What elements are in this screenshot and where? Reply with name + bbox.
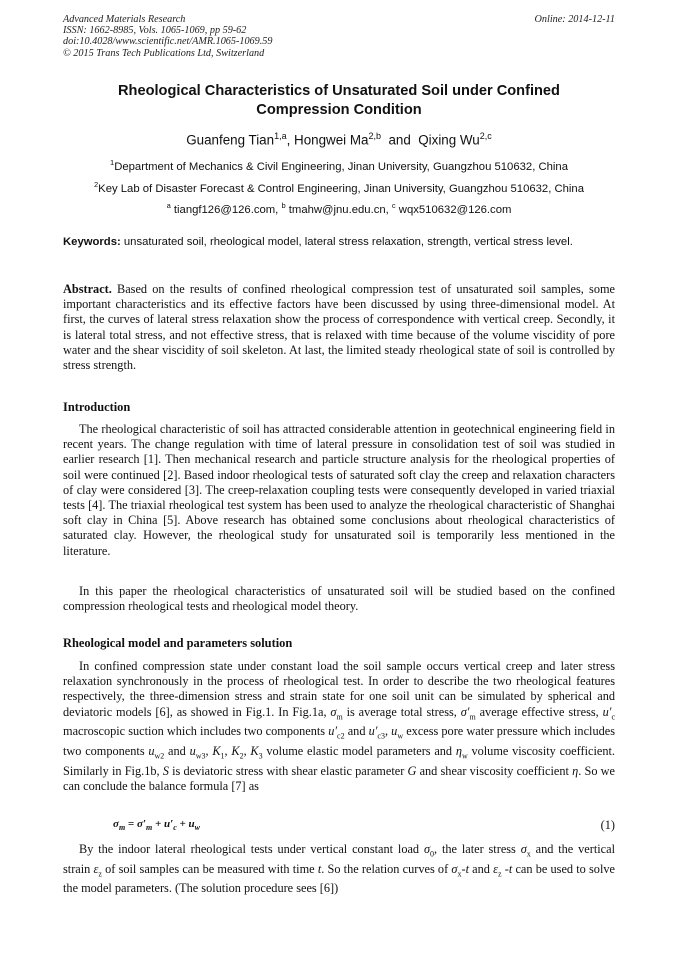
- symbol-t: t: [465, 861, 469, 876]
- text-run: ,: [205, 743, 213, 758]
- email-line: [63, 201, 615, 216]
- affiliation-1-text: Department of Mechanics & Civil Engineering, Jinan University, Guangzhou 510632, China: [114, 160, 568, 173]
- eq-sub: w: [194, 823, 200, 833]
- subscript: c2: [337, 731, 345, 741]
- symbol-u-w2: u: [148, 743, 155, 758]
- author-list: [63, 131, 615, 147]
- subscript: c: [611, 712, 615, 722]
- text-run: and: [468, 861, 494, 876]
- text-run: and shear viscosity coefficient: [416, 763, 573, 778]
- subscript: x: [526, 849, 531, 859]
- subscript: 2: [239, 751, 244, 761]
- abstract-text: Based on the results of confined rheological compression test of unsaturated soil samples, some important characteristics and its effective factors have been discussed by using three-dimensional model. At first, the curves of lateral stress relaxation show the process of correspondence with vertical creep. Secondly, it is lateral total stress, and not effective stress, that is relaxed with time because of the volume viscidity of pore water and the shear viscidity of soil skeleton. At last, the limited steady rheological state of soil is controlled by stress strength.: [63, 282, 615, 373]
- symbol-eta: η: [572, 763, 579, 778]
- subscript: z: [98, 869, 102, 879]
- subscript: c3: [377, 731, 385, 741]
- affiliation-1-sup: 1: [110, 158, 115, 167]
- affiliation-2: [63, 180, 615, 195]
- introduction-heading: Introduction: [63, 400, 131, 414]
- text-run: ,: [384, 724, 392, 739]
- author-2: Hongwei Ma: [294, 132, 369, 148]
- subscript: 1: [220, 751, 225, 761]
- symbol-k1: K: [212, 743, 221, 758]
- symbol-s: S: [162, 763, 169, 778]
- doi-line[interactable]: doi:10.4028/www.scientific.net/AMR.1065-1069.59: [63, 36, 273, 48]
- text-run: ,: [224, 743, 232, 758]
- subscript: w: [397, 731, 404, 741]
- issn-line: ISSN: 1662-8985, Vols. 1065-1069, pp 59-62: [63, 25, 247, 37]
- text-run: and: [344, 724, 369, 739]
- eq-sub: c: [173, 823, 177, 833]
- online-date: Online: 2014-12-11: [534, 14, 615, 25]
- symbol-sigma-x: σ: [520, 842, 527, 856]
- subscript: 0: [430, 849, 435, 859]
- symbol-sigma-m: σ: [330, 704, 337, 719]
- keywords-block: [63, 235, 615, 251]
- introduction-paragraph-2: In this paper the rheological characteristics of unsaturated soil will be studied based on the confined compression rheological tests and rheological model theory.: [63, 584, 615, 614]
- text-run: excess pore water pressure which includes two components: [63, 724, 615, 758]
- email-c[interactable]: wqx510632@126.com: [395, 203, 512, 216]
- keywords-text: unsaturated soil, rheological model, lateral stress relaxation, strength, vertical stress level.: [120, 236, 573, 248]
- email-a[interactable]: tiangf126@126.com,: [170, 203, 282, 216]
- equation-formula: [113, 818, 200, 832]
- subscript: m: [336, 712, 343, 722]
- model-paragraph-1: [63, 659, 615, 794]
- model-section-heading: Rheological model and parameters solution: [63, 636, 293, 650]
- text-run: average effective stress,: [475, 704, 603, 719]
- symbol-k3: K: [250, 743, 259, 758]
- subscript: w3: [195, 751, 206, 761]
- symbol-u-prime-c2: u′: [328, 724, 338, 739]
- subscript: w2: [154, 751, 165, 761]
- affiliation-2-sup: 2: [94, 180, 99, 189]
- email-b[interactable]: tmahw@jnu.edu.cn,: [285, 203, 392, 216]
- text-run: , the later stress: [434, 842, 521, 856]
- symbol-t: t: [508, 861, 513, 876]
- symbol-u-prime-c3: u′: [368, 724, 378, 739]
- model-paragraph-2: [63, 842, 615, 897]
- abstract-label: Abstract.: [63, 282, 112, 296]
- keywords-label: Keywords:: [63, 236, 121, 248]
- abstract-block: [63, 282, 615, 373]
- symbol-u-w3: u: [189, 743, 196, 758]
- text-run: can be used to solve the model parameters. (The solution procedure sees [6]): [63, 861, 615, 896]
- introduction-paragraph-1: The rheological characteristic of soil has attracted considerable attention in geotechnical engineering field in recent years. The change regulation with time of lateral pressure in consolidation test of soil was studied in earlier research [1]. Then mechanical research and particle structure analysis for the rheological properties of soil were continued [2]. Based indoor rheological tests of saturated soft clay the creep and relaxation characters of clay were considered [3]. The creep-relaxation coupling tests were consequently developed in varied triaxial tests [4]. The triaxial rheological test system has been used to analyze the rheological characteristic of Shanghai soft clay in China [5]. Above research has obtained some conclusions about rheological characteristics of saturated clay. However, the rheological study for unsaturated soil is temporarily less mentioned in the literature.: [63, 422, 615, 558]
- eq-sub: m: [118, 823, 126, 833]
- eq-part: σ: [113, 818, 119, 830]
- symbol-sigma-0: σ: [423, 842, 431, 856]
- affiliation-2-text: Key Lab of Disaster Forecast & Control Engineering, Jinan University, Guangzhou 510632, China: [98, 182, 584, 195]
- author-2-sup: 2,b: [368, 131, 381, 141]
- symbol-k2: K: [231, 743, 240, 758]
- author-sep-2: and: [381, 132, 419, 148]
- symbol-epsilon-z: ε: [493, 861, 498, 876]
- subscript: z: [498, 869, 502, 879]
- paper-title: [63, 82, 615, 120]
- symbol-sigma-x: σ: [451, 861, 458, 876]
- symbol-sigma-prime-m: σ′: [460, 704, 470, 719]
- text-run: is average total stress,: [342, 704, 461, 719]
- subscript: m: [469, 712, 476, 722]
- text-run: and: [164, 743, 190, 758]
- eq-part: = σ′: [125, 818, 146, 830]
- email-b-sup: b: [281, 201, 286, 210]
- text-run: volume elastic model parameters and: [262, 743, 456, 758]
- subscript: w: [461, 751, 468, 761]
- text-run: By the indoor lateral rheological tests under vertical constant load: [79, 842, 424, 856]
- symbol-t: t: [317, 861, 322, 876]
- text-run: macroscopic suction which includes two components: [63, 724, 329, 739]
- text-run: . So the relation curves of: [321, 861, 452, 876]
- author-3: Qixing Wu: [418, 132, 480, 148]
- author-1-sup: 1,a: [274, 131, 287, 141]
- symbol-u-prime-c: u′: [602, 704, 612, 719]
- copyright-line: © 2015 Trans Tech Publications Ltd, Switzerland: [63, 47, 265, 59]
- journal-name: Advanced Materials Research: [63, 14, 186, 25]
- text-run: ,: [243, 743, 251, 758]
- author-sep-1: ,: [286, 132, 295, 148]
- subscript: 3: [258, 751, 263, 761]
- title-line-2: Compression Condition: [256, 102, 422, 118]
- author-1: Guanfeng Tian: [186, 132, 275, 148]
- text-run: -: [501, 861, 509, 876]
- email-a-sup: a: [166, 201, 171, 210]
- text-run: and the vertical strain: [63, 842, 615, 876]
- title-line-1: Rheological Characteristics of Unsaturated Soil under Confined: [118, 83, 560, 99]
- symbol-g: G: [407, 763, 417, 778]
- text-run: . So we can conclude the balance formula [7] as: [63, 763, 615, 793]
- symbol-epsilon-z: ε: [93, 861, 99, 876]
- journal-header: [63, 14, 615, 59]
- symbol-eta-w: η: [455, 743, 462, 758]
- symbol-u-w: u: [391, 724, 398, 739]
- author-3-sup: 2,c: [479, 131, 492, 141]
- eq-part: + u: [176, 818, 195, 830]
- email-c-sup: c: [391, 201, 396, 210]
- eq-part: + u′: [152, 818, 174, 830]
- text-run: volume viscosity coefficient. Similarly in Fig.1b,: [63, 743, 615, 778]
- text-run: In confined compression state under constant load the soil sample occurs vertical creep and later stress relaxation synchronously in the process of rheological test. In order to describe the two rheological features respectively, the three-dimension stress and strain state for one soil unit can be simulated by spherical and deviatoric models [6], as showed in Fig.1. In Fig.1a,: [63, 659, 615, 719]
- equation-number: (1): [600, 818, 615, 832]
- subscript: x: [457, 869, 462, 879]
- text-run: -: [461, 861, 466, 876]
- text-run: is deviatoric stress with shear elastic parameter: [168, 763, 408, 778]
- text-run: of soil samples can be measured with time: [101, 861, 318, 876]
- eq-sub: m: [145, 823, 153, 833]
- affiliation-1: [63, 158, 615, 173]
